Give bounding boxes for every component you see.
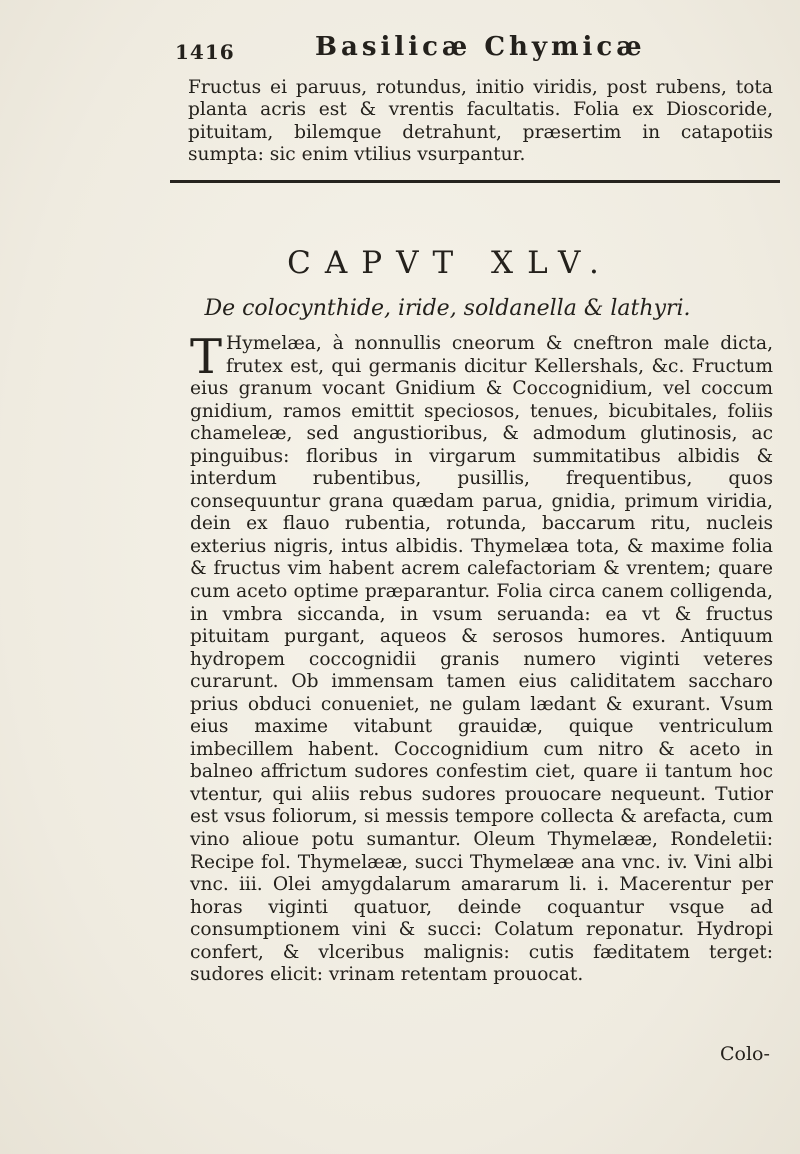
body-text: Hymelæa, à nonnullis cneorum & cneftron male dicta, frutex est, qui germanis dicitur Kellershals, &c. Fructum eius granum vocant Gnidium & Coccognidium, vel coccum gnidium, ramos emittit speciosos, tenues, bicubitales, foliis chameleæ, sed angustioribus, & admodum glutinosis, ac pinguibus: floribus in virgarum summitatibus albidis & interdum rubentibus, pusillis, frequentibus, quos consequuntur grana quædam parua, gnidia, primum viridia, dein ex flauo rubentia, rotunda, baccarum ritu, nucleis exterius nigris, intus albidis. Thymelæa tota, & maxime folia & fructus vim habent acrem calefactoriam & vrentem; quare cum aceto optime præparantur. Folia circa canem colligenda, in vmbra siccanda, in vsum seruanda: ea vt & fructus pituitam purgant, aqueos & serosos humores. Antiquum hydropem coccognidii granis numero viginti veteres curarunt. Ob immensam tamen eius caliditatem saccharo prius obduci conueniet, ne gulam lædant & exurant. Vsum eius maxime vitabunt grauidæ, quique ventriculum imbecillem habent. Coccognidium cum nitro & aceto in balneo affrictum sudores confestim ciet, quare ii tantum hoc vtentur, qui aliis rebus sudores prouocare nequeunt. Tutior est vsus foliorum, si messis tempore collecta & arefacta, cum vino alioue potu sumantur. Oleum Thymelææ, Rondeletii: Recipe fol. Thymelææ, succi Thymelææ ana vnc. iv. Vini albi vnc. iii. Olei amygdalarum amararum li. i. Macerentur per horas viginti quatuor, deinde coquantur vsque ad consumptionem vini & succi: Colatum reponatur. Hydropi confert, & vlceribus malignis: cutis fæditatem terget: sudores elicit: vrinam retentam prouocat. — [190, 333, 773, 986]
chapter-subtitle: De colocynthide, iride, soldanella & lathyri. — [204, 296, 691, 321]
page-header — [175, 32, 775, 72]
catchword: Colo- — [720, 1043, 770, 1065]
drop-cap: T — [190, 329, 223, 385]
chapter-body — [190, 329, 773, 987]
running-head: Basilicæ Chymicæ — [315, 32, 646, 62]
section-divider — [170, 180, 780, 183]
intro-paragraph: Fructus ei paruus, rotundus, initio viridis, post rubens, tota planta acris est & vrentis facultatis. Folia ex Dioscoride, pituitam, bilemque detrahunt, præsertim in catapotiis sumpta: sic enim vtilius vsurpantur. — [188, 77, 773, 166]
chapter-title: CAPVT XLV. — [287, 245, 613, 281]
page-number: 1416 — [175, 40, 235, 64]
